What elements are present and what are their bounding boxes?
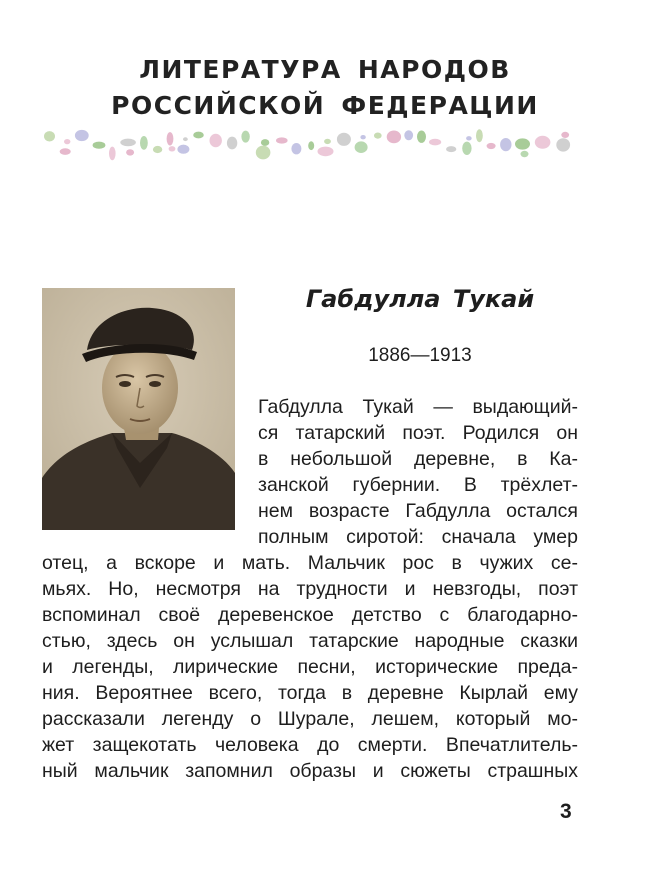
decorative-dot [476, 129, 483, 142]
author-portrait [42, 288, 235, 530]
decorative-dot [64, 139, 70, 144]
article-text-line: ся татарский поэт. Родился он [258, 422, 578, 444]
article-text-line: отец, а вскоре и мать. Мальчик рос в чужих се- [42, 552, 578, 574]
article-text-line: Габдулла Тукай — выдающий- [258, 396, 578, 418]
decorative-dot [126, 149, 134, 155]
decorative-dot [561, 132, 569, 138]
decorative-dot [318, 147, 334, 157]
decorative-dot [515, 138, 530, 149]
decorative-dot [429, 139, 441, 146]
decorative-dot [193, 132, 204, 139]
article-text-line: нем возрасте Габдулла остался [258, 500, 578, 522]
decorative-dot [44, 131, 55, 141]
decorative-dot [210, 134, 222, 148]
decorative-dot [291, 143, 301, 154]
decorative-dot [462, 142, 471, 155]
decorative-dots-divider [40, 126, 582, 162]
article-text-line: ный мальчик запомнил образы и сюжеты страшных [42, 760, 578, 782]
decorative-dot [387, 131, 401, 144]
article-text-line: занской губернии. В трёхлет- [258, 474, 578, 496]
decorative-dot [487, 143, 496, 149]
decorative-dot [75, 130, 89, 141]
article-text-line: жет защекотать человека до смерти. Впечатлитель- [42, 734, 578, 756]
article-text-line: стью, здесь он услышал татарские народные сказки [42, 630, 578, 652]
decorative-dot [177, 145, 189, 154]
decorative-dot [183, 137, 188, 141]
article-text-line: ния. Вероятнее всего, тогда в деревне Кырлай ему [42, 682, 578, 704]
article-text-line: рассказали легенду о Шурале, лешем, который мо- [42, 708, 578, 730]
decorative-dot [227, 137, 237, 150]
decorative-dot [360, 135, 365, 139]
article-text-line: мьях. Но, несмотря на трудности и невзгоды, поэт [42, 578, 578, 600]
section-title-line-1: ЛИТЕРАТУРА НАРОДОВ [139, 55, 511, 84]
article-text-line: и легенды, лирические песни, исторические преда- [42, 656, 578, 678]
decorative-dot [120, 139, 136, 147]
decorative-dot [109, 147, 116, 161]
decorative-dot [466, 136, 472, 140]
decorative-dot [324, 139, 331, 144]
decorative-dot [167, 132, 174, 145]
page-number: 3 [560, 800, 572, 823]
decorative-dot [417, 131, 426, 143]
decorative-dot [256, 146, 271, 160]
decorative-dot [404, 130, 413, 140]
decorative-dot [308, 141, 314, 150]
decorative-dot [556, 138, 570, 151]
decorative-dot [261, 139, 269, 146]
decorative-dot [521, 151, 529, 157]
section-title-line-2: РОССИЙСКОЙ ФЕДЕРАЦИИ [111, 91, 539, 120]
decorative-dot [60, 148, 71, 155]
decorative-dot [140, 136, 148, 150]
article-text-line: полным сиротой: сначала умер [258, 526, 578, 548]
decorative-dot [374, 133, 382, 139]
decorative-dot [93, 142, 106, 149]
author-name: Габдулла Тукай [305, 285, 535, 313]
article-text-line: вспоминал своё деревенское детство с благодарно- [42, 604, 578, 626]
decorative-dot [355, 141, 368, 153]
decorative-dot [337, 133, 351, 146]
article-text-line: в небольшой деревне, в Ка- [258, 448, 578, 470]
section-title [0, 52, 650, 124]
author-life-years: 1886—1913 [368, 345, 472, 366]
decorative-dot [535, 136, 551, 149]
decorative-dot [241, 131, 249, 143]
decorative-dot [276, 137, 288, 143]
decorative-dot [153, 146, 162, 153]
decorative-dot [500, 138, 511, 151]
decorative-dot [446, 146, 456, 152]
decorative-dot [169, 146, 176, 151]
